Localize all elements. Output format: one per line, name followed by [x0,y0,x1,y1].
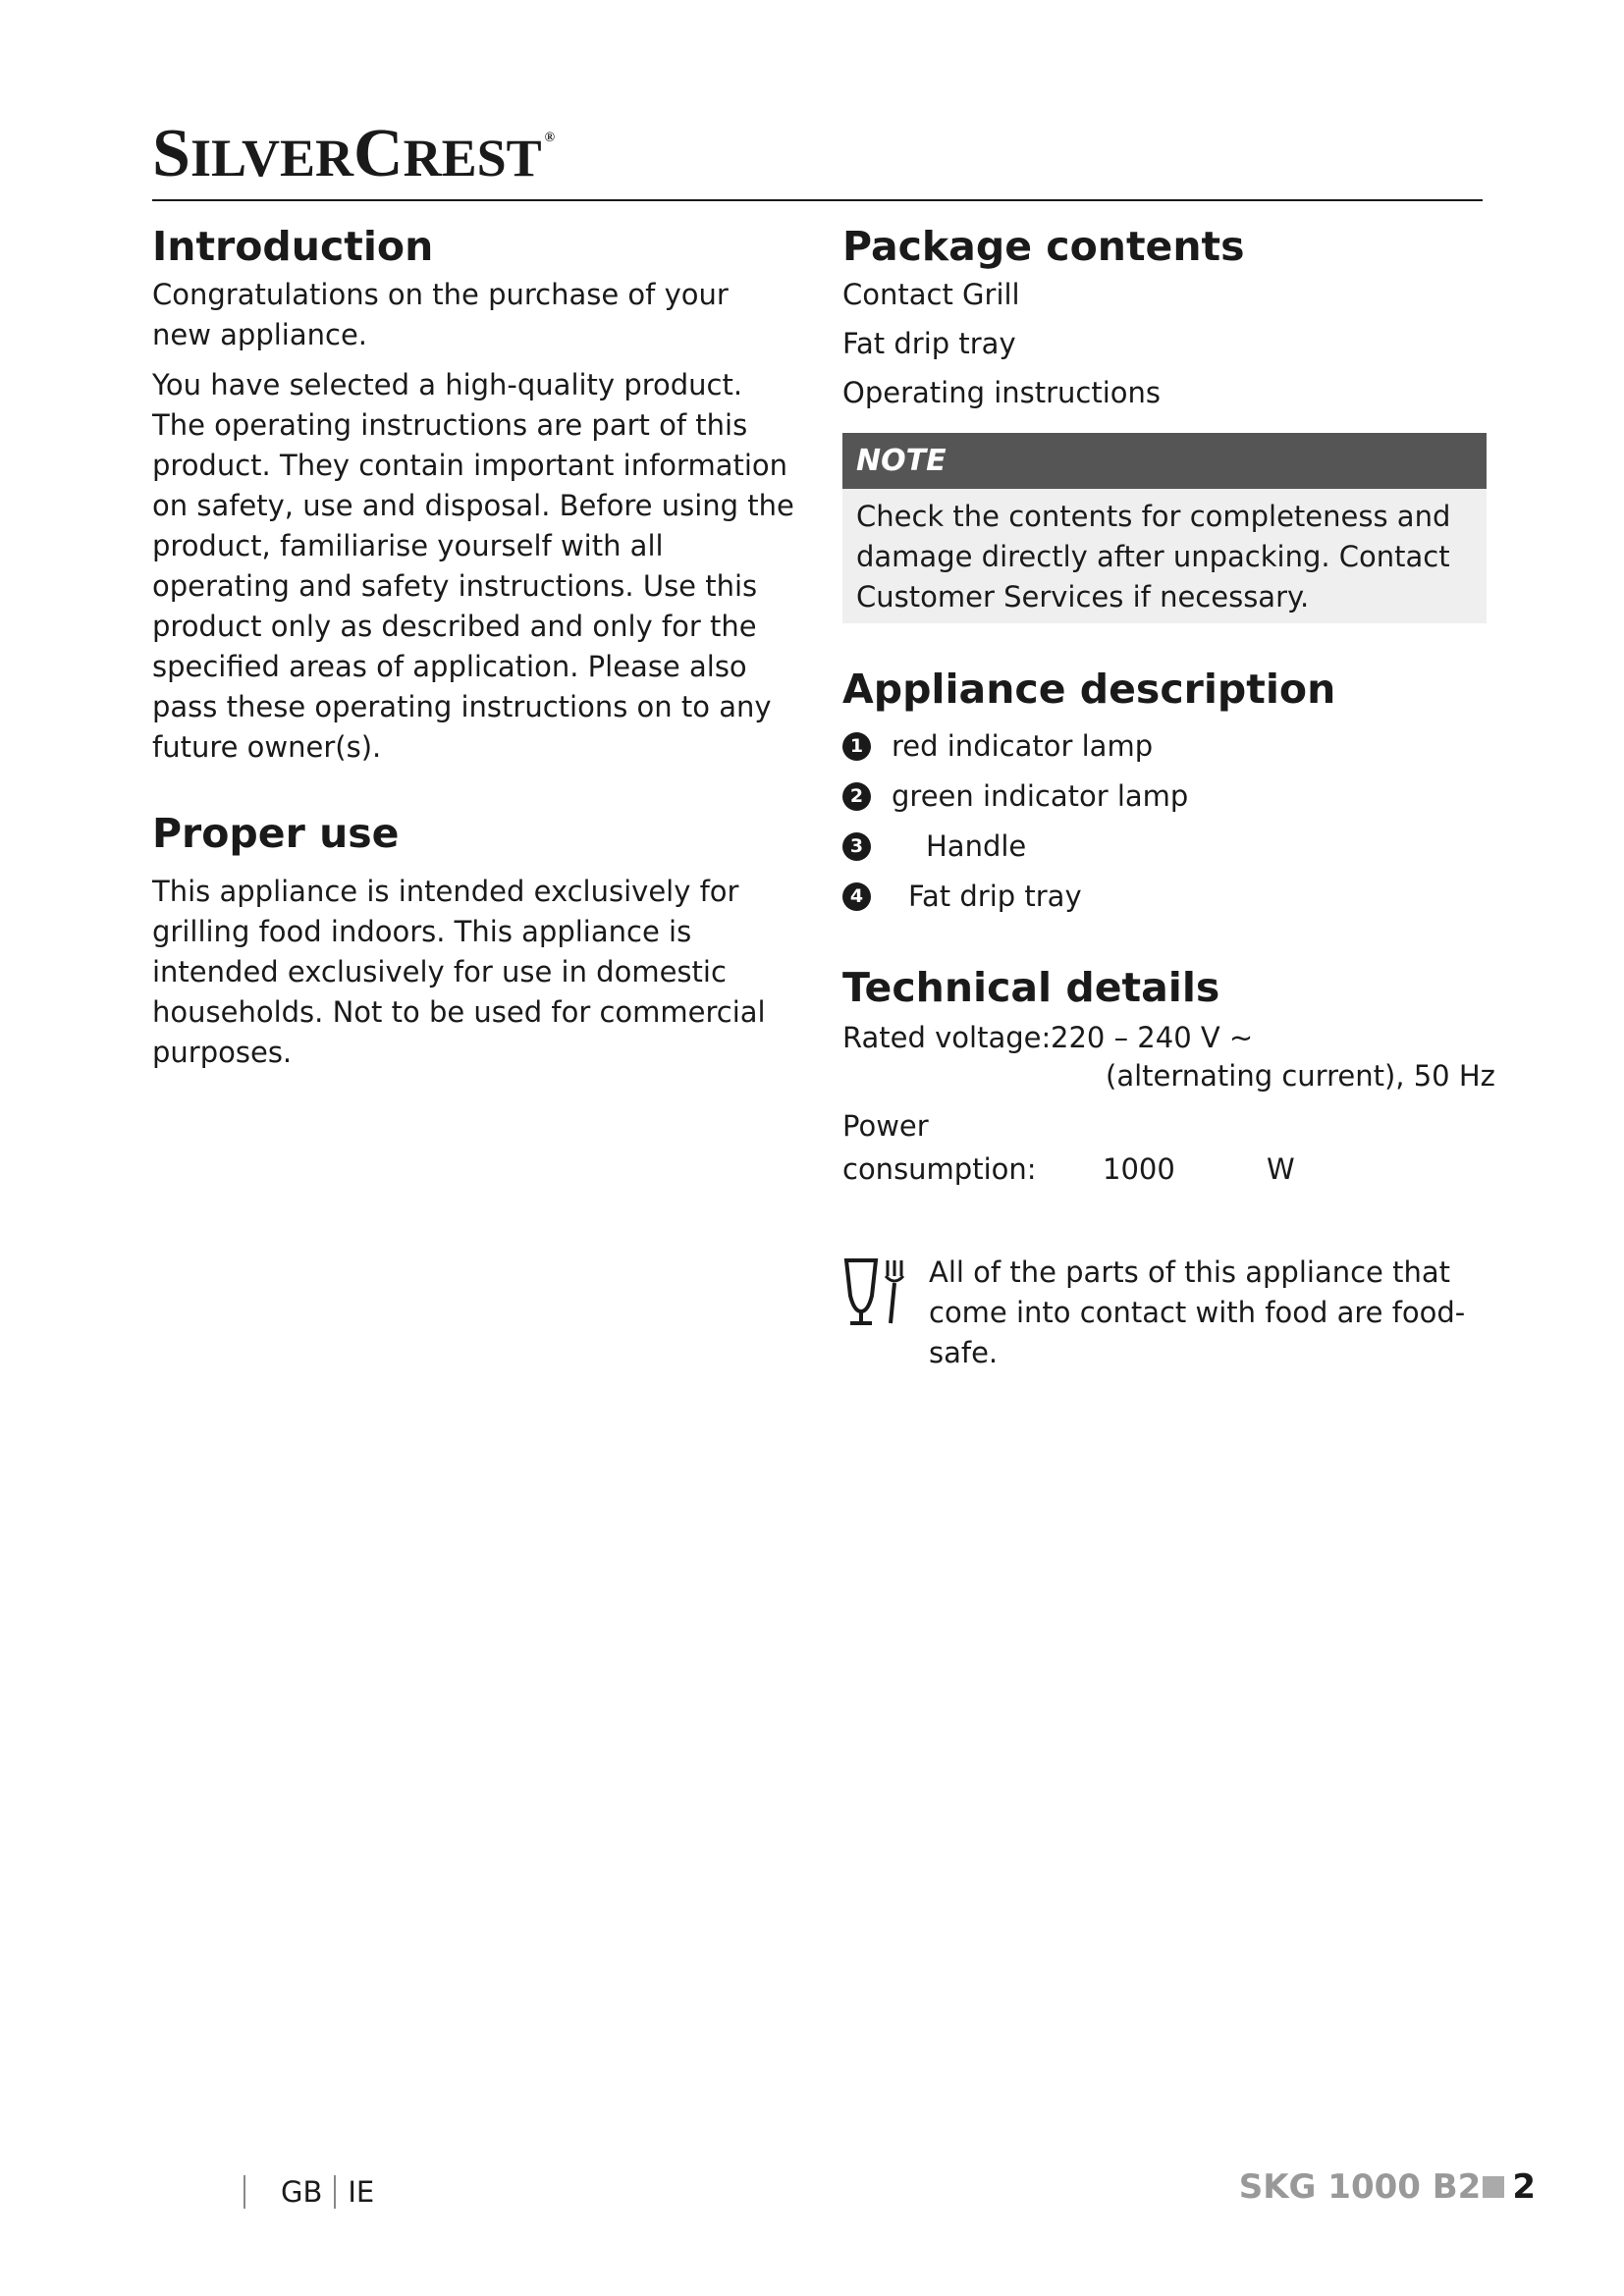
footer-divider [334,2175,336,2209]
note-title: NOTE [842,433,1487,489]
power-row [842,1149,1490,1190]
package-item: Fat drip tray [842,327,1016,360]
item-number-badge: 1 [842,732,871,761]
footer-square-icon [1483,2176,1504,2198]
rated-voltage-label: Rated voltage: [842,1021,1052,1054]
description-item [842,872,1490,922]
item-number-badge: 3 [842,832,871,861]
package-contents-heading: Package contents [842,223,1245,270]
model-number: SKG 1000 B2 [1238,2167,1482,2207]
description-item [842,822,1490,872]
right-column [842,218,1495,1373]
description-label: red indicator lamp [892,729,1154,763]
header-rule [152,199,1483,201]
country-gb: GB [281,2175,323,2209]
country-ie: IE [348,2175,375,2209]
package-item: Operating instructions [842,376,1162,409]
footer-divider [244,2175,245,2209]
introduction-heading: Introduction [152,223,434,270]
rated-voltage-value: 220 – 240 V ~ [1051,1021,1254,1054]
package-item: Contact Grill [842,278,1020,311]
left-column [152,218,800,1073]
power-label-line2: consumption: [842,1152,1037,1186]
introduction-paragraph-1: Congratulations on the purchase of your new appliance. [152,278,729,351]
food-safe-icon [842,1256,911,1327]
rated-voltage-row [842,1018,1490,1058]
note-text: Check the contents for completeness and damage directly after unpacking. Contact Customer Services if necessary. [856,500,1451,614]
proper-use-heading: Proper use [152,810,400,857]
power-label-line1: Power [842,1109,929,1143]
description-label: green indicator lamp [892,779,1189,813]
appliance-description-heading: Appliance description [842,666,1336,713]
power-label-row [842,1106,1490,1147]
item-number-badge: 4 [842,882,871,911]
brand-logo: SILVERCREST ® [152,116,556,191]
technical-details-heading: Technical details [842,964,1220,1011]
description-label: Fat drip tray [908,880,1082,913]
rated-voltage-note: (alternating current), 50 Hz [1106,1059,1495,1093]
proper-use-text: This appliance is intended exclusively for grilling food indoors. This appliance is intended exclusively for use in domestic households. Not to be used for commercial purposes. [152,875,766,1069]
page-number: 2 [1512,2167,1536,2207]
food-safe-text: All of the parts of this appliance that come into contact with food are food-safe. [929,1255,1466,1369]
power-unit: W [1267,1152,1295,1186]
note-box [842,433,1487,623]
item-number-badge: 2 [842,782,871,811]
food-safe-notice [842,1253,1490,1373]
description-item [842,772,1490,822]
power-value: 1000 [1103,1152,1175,1186]
rated-voltage-note-row [842,1056,1495,1096]
footer-countries [244,2171,374,2213]
introduction-paragraph-2: You have selected a high-quality product. The operating instructions are part of this product. They contain important information on safety, use and disposal. Before using the product, familiarise yourself with all operating and safety instructions. Use this product only as described and only for the specified areas of application. Please also pass these operating instructions on to any future owner(s). [152,368,794,764]
footer-page-info [1239,2167,1536,2207]
description-label: Handle [926,829,1027,863]
description-item [842,721,1490,772]
